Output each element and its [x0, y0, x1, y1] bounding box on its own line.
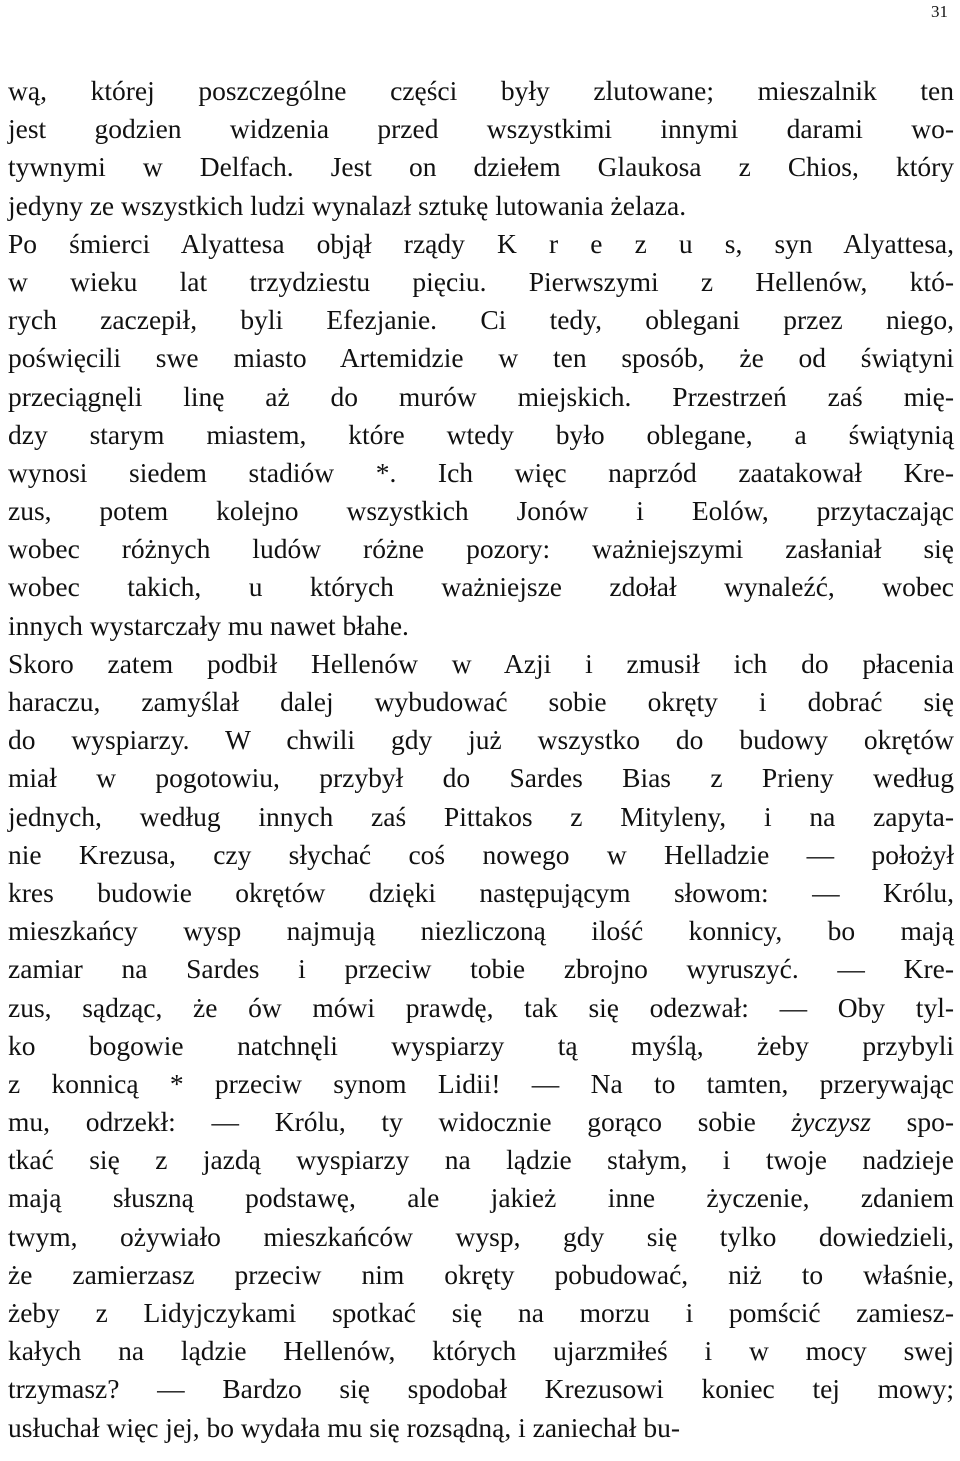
page-number: 31	[931, 2, 948, 21]
text-line: kałych na lądzie Hellenów, których ujarzmiłeś i w mocy swej	[8, 1335, 954, 1367]
text-line: usłuchał więc jej, bo wydała mu się rozsądną, i zaniechał bu-	[8, 1411, 680, 1443]
text-line: przeciągnęli linę aż do murów miejskich. Przestrzeń zaś mię-	[8, 380, 954, 412]
text-line: żeby z Lidyjczykami spotkać się na morzu i pomścić zamiesz-	[8, 1297, 954, 1328]
text-line: jednych, według innych zaś Pittakos z Mityleny, i na zapyta-	[8, 800, 954, 832]
text-line: nie Krezusa, czy słychać coś nowego w Helladzie — położył	[8, 838, 954, 870]
text-line: innych wystarczały mu nawet błahe.	[8, 609, 409, 641]
text-line: jest godzien widzenia przed wszystkimi innymi darami wo-	[8, 113, 954, 145]
text-line: haraczu, zamyślał dalej wybudować sobie okręty i dobrać się	[8, 686, 954, 717]
text-line: mają słuszną podstawę, ale jakież inne życzenie, zdaniem	[8, 1182, 954, 1214]
text-line: twym, ożywiało mieszkańców wysp, gdy się tylko dowiedzieli,	[8, 1220, 954, 1252]
emphasized-word: życzysz	[791, 1106, 871, 1138]
text-line: wą, której poszczególne części były zlutowane; mieszalnik ten	[8, 75, 954, 106]
text-line: zus, potem kolejno wszystkich Jonów i Eolów, przytaczając	[8, 495, 954, 527]
text-line: rych zaczepił, byli Efezjanie. Ci tedy, oblegani przez niego,	[8, 304, 954, 336]
text-line: zus, sądząc, że ów mówi prawdę, tak się odezwał: — Oby tyl-	[8, 991, 954, 1023]
text-line: dzy starym miastem, które wtedy było oblegane, a świątynią	[8, 418, 954, 450]
text-line: Po śmierci Alyattesa objął rządy K r e z u s, syn Alyattesa,	[8, 227, 954, 259]
text-line: trzymasz? — Bardzo się spodobał Krezusowi koniec tej mowy;	[8, 1373, 954, 1405]
text-line: mieszkańcy wysp najmują niezliczoną ilość konnicy, bo mają	[8, 915, 954, 947]
text-line: do wyspiarzy. W chwili gdy już wszystko do budowy okrętów	[8, 724, 954, 756]
text-line: miał w pogotowiu, przybył do Sardes Bias z Prieny według	[8, 762, 954, 794]
text-line: z konnicą * przeciw synom Lidii! — Na to tamten, przerywając	[8, 1067, 954, 1099]
text-line: że zamierzasz przeciw nim okręty pobudować, niż to właśnie,	[8, 1258, 954, 1290]
text-line: jedyny ze wszystkich ludzi wynalazł sztukę lutowania żelaza.	[8, 189, 687, 221]
text-line: wynosi siedem stadiów *. Ich więc naprzód zaatakował Kre-	[8, 456, 954, 488]
text-line: tkać się z jazdą wyspiarzy na lądzie stałym, i twoje nadzieje	[8, 1144, 954, 1176]
text-line: ko bogowie natchnęli wyspiarzy tą myślą, żeby przybyli	[8, 1029, 954, 1061]
text-line: poświęcili swe miasto Artemidzie w ten sposób, że od świątyni	[8, 342, 954, 374]
body-text	[8, 72, 954, 1447]
text-line: wobec różnych ludów różne pozory: ważniejszymi zasłaniał się	[8, 533, 954, 565]
text-line: w wieku lat trzydziestu pięciu. Pierwszymi z Hellenów, któ-	[8, 265, 954, 297]
text-line: mu, odrzekł: — Królu, ty widocznie gorąco sobie życzysz spo-	[8, 1106, 954, 1138]
text-line: Skoro zatem podbił Hellenów w Azji i zmusił ich do płacenia	[8, 647, 954, 679]
text-line: zamiar na Sardes i przeciw tobie zbrojno wyruszyć. — Kre-	[8, 953, 954, 985]
text-line: kres budowie okrętów dzięki następującym słowom: — Królu,	[8, 876, 954, 908]
text-line: tywnymi w Delfach. Jest on dziełem Glaukosa z Chios, który	[8, 151, 954, 183]
text-line: wobec takich, u których ważniejsze zdołał wynaleźć, wobec	[8, 571, 954, 603]
